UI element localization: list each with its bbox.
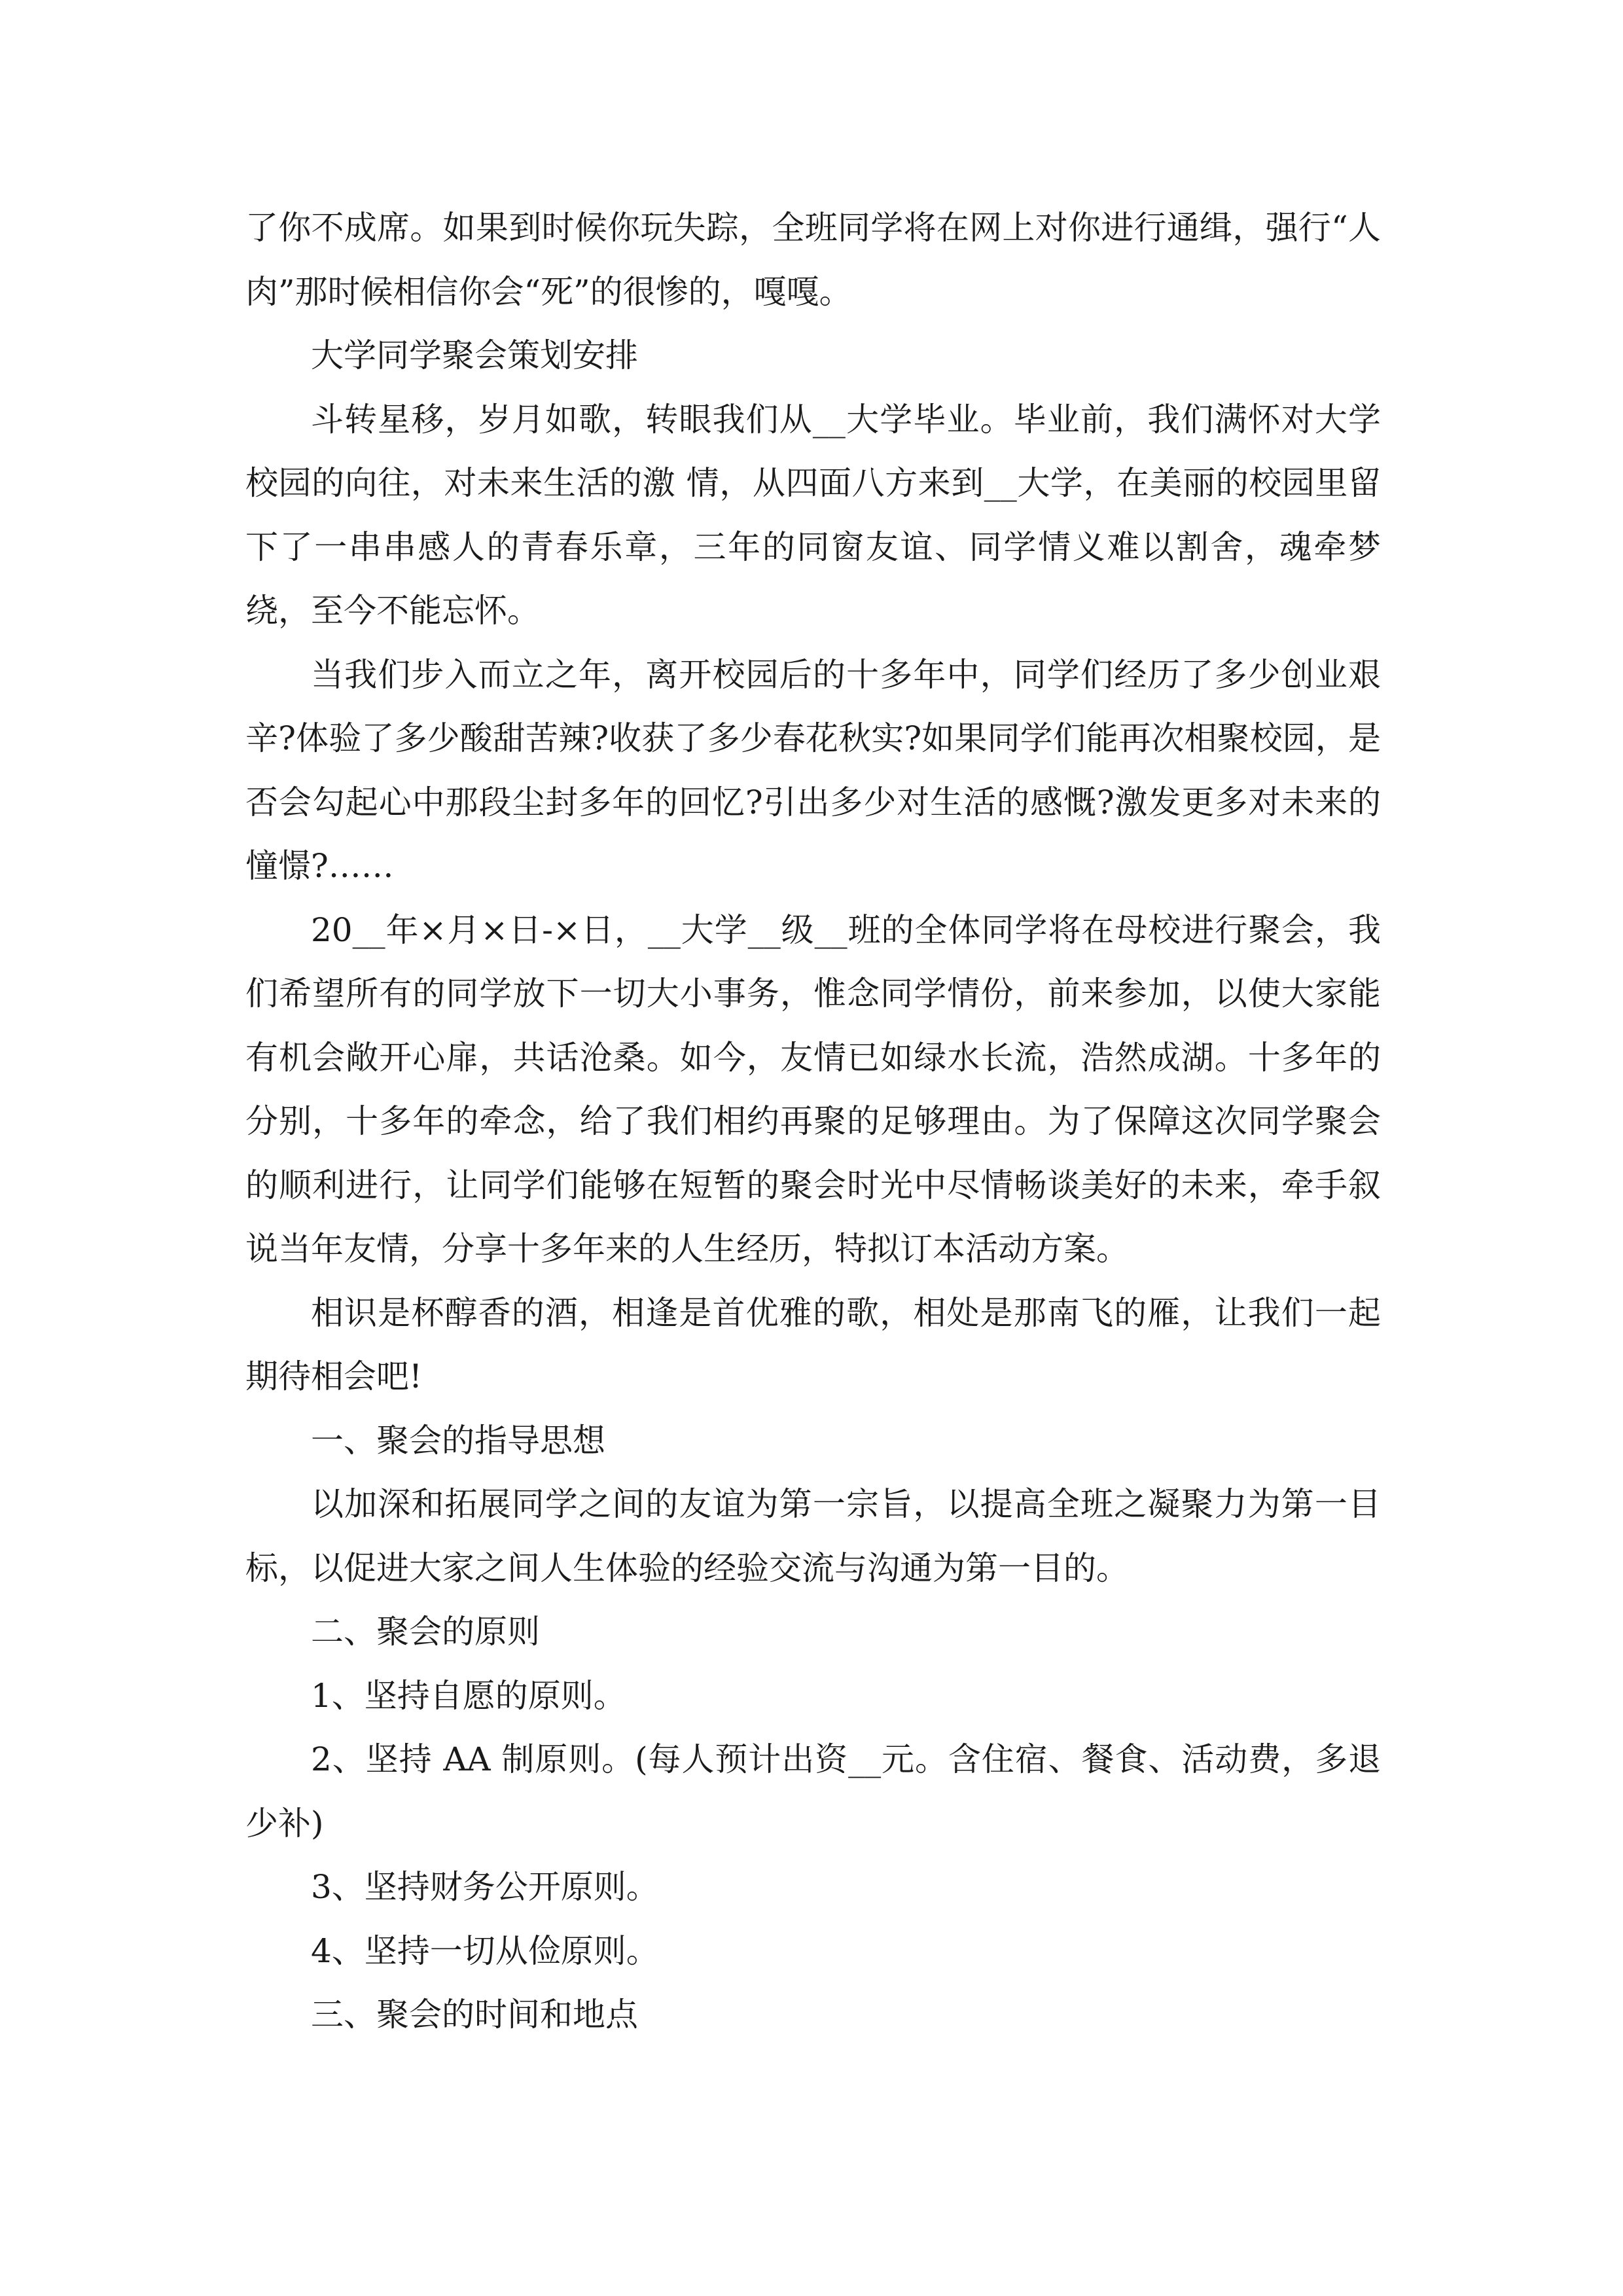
paragraph-announcement: 20__年×月×日-×日，__大学__级__班的全体同学将在母校进行聚会，我们希望所有的同学放下一切大小事务，惟念同学情份，前来参加，以使大家能有机会敞开心扉，共话沧桑。如今，友情已如绿水长流，浩然成湖。十多年的分别，十多年的牵念，给了我们相约再聚的足够理由。为了保障这次同学聚会的顺利进行，让同学们能够在短暂的聚会时光中尽情畅谈美好的未来，牵手叙说当年友情，分享十多年来的人生经历，特拟订本活动方案。 bbox=[245, 910, 1381, 1268]
heading-time-location: 三、聚会的时间和地点 bbox=[311, 1996, 638, 2034]
section-title: 大学同学聚会策划安排 bbox=[311, 336, 638, 374]
heading-principles: 二、聚会的原则 bbox=[311, 1613, 540, 1651]
paragraph-reflection: 当我们步入而立之年，离开校园后的十多年中，同学们经历了多少创业艰辛?体验了多少酸甜苦辣?收获了多少春花秋实?如果同学们能再次相聚校园，是否会勾起心中那段尘封多年的回忆?引出多少对生活的感慨?激发更多对未来的憧憬?…… bbox=[245, 655, 1381, 885]
heading-guiding-ideas: 一、聚会的指导思想 bbox=[311, 1421, 605, 1460]
principle-item: 4、坚持一切从俭原则。 bbox=[311, 1931, 659, 1970]
paragraph-intro: 斗转星移，岁月如歌，转眼我们从__大学毕业。毕业前，我们满怀对大学校园的向往，对未来生活的激 情，从四面八方来到__大学，在美丽的校园里留下了一串串感人的青春乐章，三年的同窗友谊、同学情义难以割舍，魂牵梦绕，至今不能忘怀。 bbox=[245, 400, 1381, 630]
document-body bbox=[245, 196, 1381, 2047]
principle-item: 2、坚持 AA 制原则。(每人预计出资__元。含住宿、餐食、活动费，多退少补) bbox=[245, 1740, 1381, 1842]
paragraph-guiding-ideas: 以加深和拓展同学之间的友谊为第一宗旨，以提高全班之凝聚力为第一目标，以促进大家之间人生体验的经验交流与沟通为第一目的。 bbox=[245, 1485, 1381, 1587]
paragraph-closing: 相识是杯醇香的酒，相逢是首优雅的歌，相处是那南飞的雁，让我们一起期待相会吧! bbox=[245, 1293, 1381, 1395]
principle-item: 3、坚持财务公开原则。 bbox=[311, 1868, 659, 1906]
principle-item: 1、坚持自愿的原则。 bbox=[311, 1676, 626, 1715]
paragraph-continuation: 了你不成席。如果到时候你玩失踪，全班同学将在网上对你进行通缉，强行“人肉”那时候相信你会“死”的很惨的，嘎嘎。 bbox=[245, 209, 1381, 311]
